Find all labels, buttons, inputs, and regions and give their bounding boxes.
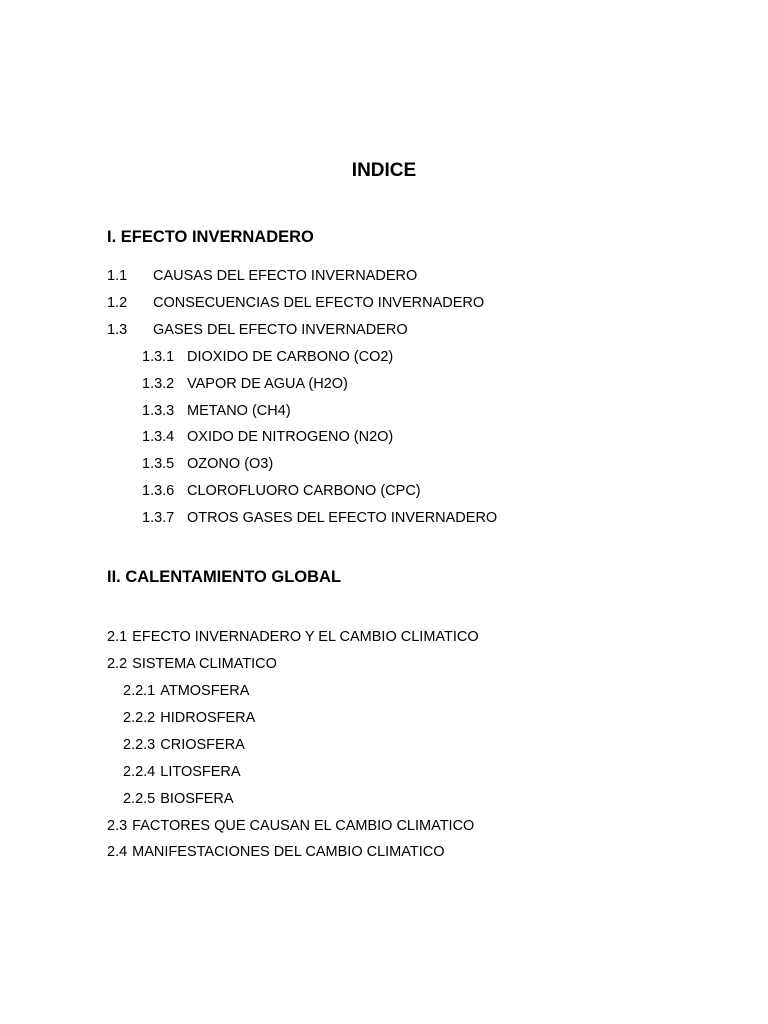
- section-heading-2: II. CALENTAMIENTO GLOBAL: [107, 568, 342, 586]
- toc-entry-2-1: [107, 628, 479, 646]
- toc-entry-number: 1.3.5: [142, 456, 175, 472]
- toc-entry-2-2-3: [123, 736, 245, 754]
- toc-entry-2-2-4: [123, 763, 241, 781]
- toc-entry-1-3-5: [142, 455, 273, 473]
- toc-entry-1-3-7: [142, 509, 497, 527]
- toc-entry-2-2-2: [123, 709, 255, 727]
- toc-entry-1-3-6: [142, 482, 421, 500]
- toc-entry-text: MANIFESTACIONES DEL CAMBIO CLIMATICO: [132, 844, 445, 860]
- toc-entry-number: 2.3: [107, 818, 128, 834]
- toc-entry-number: 1.3.2: [142, 376, 175, 392]
- toc-entry-text: HIDROSFERA: [160, 710, 256, 726]
- toc-entry-number: 1.3.6: [142, 483, 175, 499]
- toc-entry-text: OXIDO DE NITROGENO (N2O): [187, 429, 394, 445]
- toc-entry-text: CLOROFLUORO CARBONO (CPC): [187, 483, 421, 499]
- toc-entry-1-3-2: [142, 375, 348, 393]
- toc-entry-2-2: [107, 655, 277, 673]
- toc-entry-text: CAUSAS DEL EFECTO INVERNADERO: [153, 268, 418, 284]
- toc-entry-1-3-1: [142, 348, 393, 366]
- toc-entry-number: 1.3.4: [142, 429, 175, 445]
- toc-entry-number: 1.3.1: [142, 349, 175, 365]
- toc-entry-1-3: [107, 321, 408, 339]
- toc-entry-number: 1.3.7: [142, 510, 175, 526]
- toc-entry-text: EFECTO INVERNADERO Y EL CAMBIO CLIMATICO: [132, 629, 479, 645]
- toc-entry-number: 2.4: [107, 844, 128, 860]
- toc-entry-1-1: [107, 267, 417, 285]
- toc-entry-number: 2.2.1: [123, 683, 156, 699]
- section-heading-1: I. EFECTO INVERNADERO: [107, 228, 314, 246]
- toc-entry-2-2-1: [123, 682, 249, 700]
- toc-entry-text: FACTORES QUE CAUSAN EL CAMBIO CLIMATICO: [132, 818, 475, 834]
- toc-entry-2-2-5: [123, 790, 234, 808]
- toc-entry-text: CRIOSFERA: [160, 737, 245, 753]
- toc-entry-number: 1.3.3: [142, 403, 175, 419]
- toc-entry-text: ATMOSFERA: [160, 683, 250, 699]
- toc-entry-text: GASES DEL EFECTO INVERNADERO: [153, 322, 408, 338]
- toc-entry-2-3: [107, 817, 474, 835]
- toc-entry-2-4: [107, 843, 445, 861]
- toc-entry-text: LITOSFERA: [160, 764, 241, 780]
- toc-entry-number: 1.3: [107, 322, 128, 338]
- page-title: INDICE: [351, 160, 417, 181]
- toc-entry-number: 2.2.2: [123, 710, 156, 726]
- toc-entry-number: 1.1: [107, 268, 128, 284]
- toc-entry-1-3-3: [142, 402, 291, 420]
- toc-entry-text: DIOXIDO DE CARBONO (CO2): [187, 349, 394, 365]
- toc-entry-number: 2.2: [107, 656, 128, 672]
- toc-entry-text: OTROS GASES DEL EFECTO INVERNADERO: [187, 510, 498, 526]
- toc-entry-number: 2.2.3: [123, 737, 156, 753]
- toc-entry-1-3-4: [142, 428, 393, 446]
- toc-entry-text: METANO (CH4): [187, 403, 291, 419]
- toc-entry-number: 1.2: [107, 295, 128, 311]
- toc-entry-number: 2.2.5: [123, 791, 156, 807]
- toc-entry-number: 2.1: [107, 629, 128, 645]
- toc-entry-number: 2.2.4: [123, 764, 156, 780]
- toc-entry-text: CONSECUENCIAS DEL EFECTO INVERNADERO: [153, 295, 485, 311]
- toc-entry-text: OZONO (O3): [187, 456, 274, 472]
- toc-entry-text: BIOSFERA: [160, 791, 234, 807]
- toc-entry-text: SISTEMA CLIMATICO: [132, 656, 277, 672]
- toc-entry-1-2: [107, 294, 484, 312]
- toc-entry-text: VAPOR DE AGUA (H2O): [187, 376, 348, 392]
